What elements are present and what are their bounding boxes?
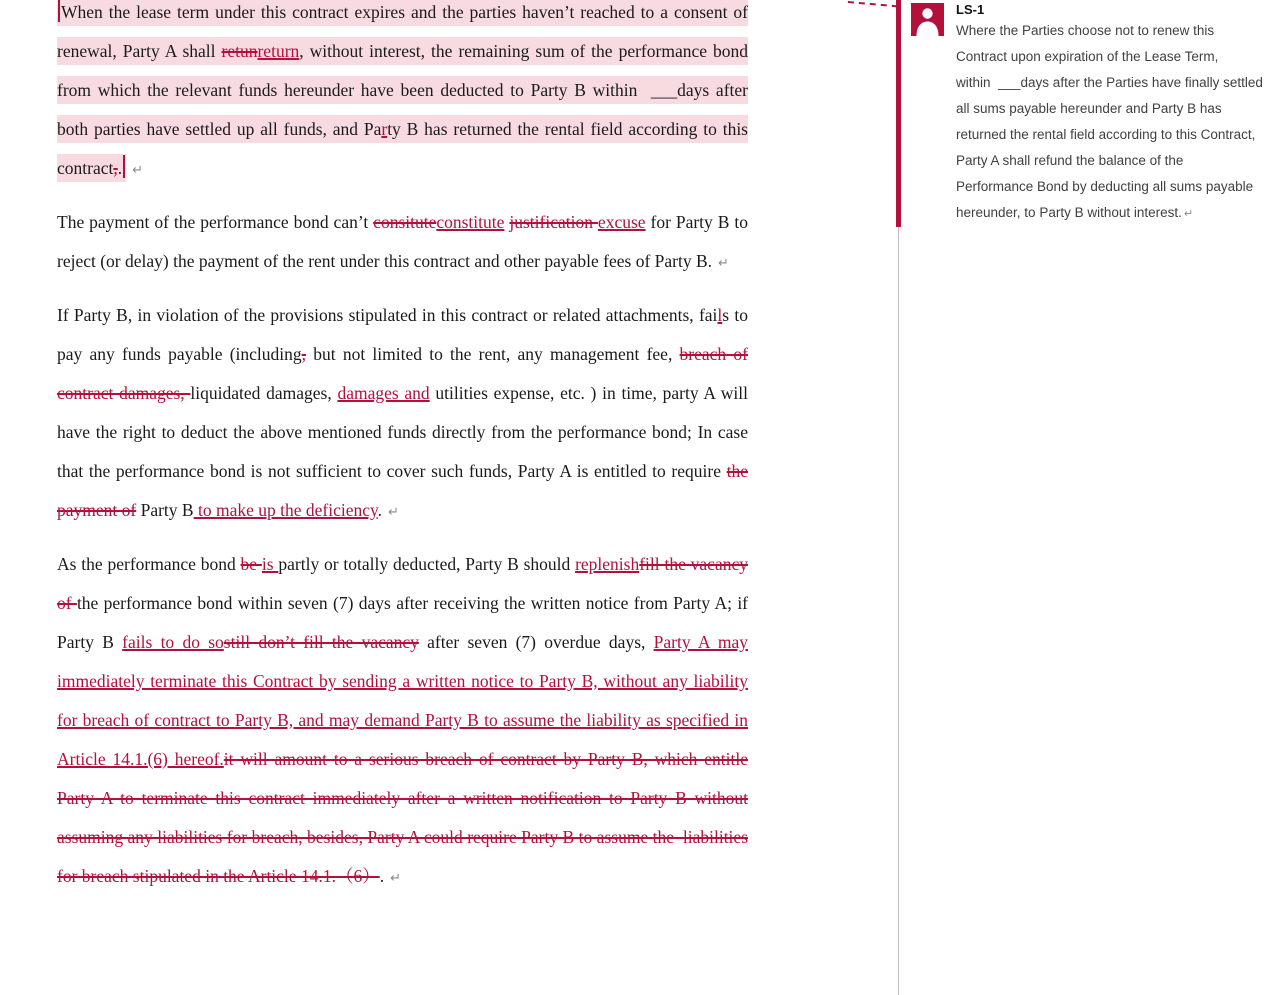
text-run: s to pay any funds payable (including: [57, 305, 748, 364]
document-body[interactable]: [57, 0, 748, 911]
deleted-text: consitute: [373, 212, 437, 232]
text-run: partly or totally deducted, Party B should: [278, 554, 576, 574]
deleted-text: be: [240, 554, 262, 574]
paragraph-mark: ↵: [387, 505, 399, 520]
paragraph-mark: ↵: [390, 871, 401, 886]
comment-text-line: Contract upon expiration of the Lease Term,: [956, 49, 1219, 64]
text-run: but not limited to the rent, any management fee,: [306, 344, 680, 364]
deleted-text: still don’t fill the vacancy: [223, 632, 419, 652]
paragraph-mark: ↵: [718, 256, 729, 271]
paragraph-mark: ↵: [1183, 207, 1194, 220]
inserted-text: l: [717, 305, 723, 325]
inserted-text: constitute: [436, 212, 505, 232]
inserted-text: excuse: [597, 212, 646, 232]
comment-author-label: LS-1: [956, 2, 985, 17]
comment-text-line: within ___days after the Parties have finally settled: [956, 75, 1263, 90]
text-run: utilities expense, etc. ) in time, party A will have the right to deduct the above mentioned funds directly from the performance bond; In case that the performance bond is not sufficient to cover such funds, Party A is entitled to require: [57, 383, 748, 481]
deleted-text: ,: [113, 158, 118, 178]
text-run: The payment of the performance bond can’t: [57, 212, 374, 232]
comment-anchor-bar: [123, 155, 125, 178]
deleted-text: ,: [301, 344, 307, 364]
document-paragraph[interactable]: [57, 296, 748, 532]
text-run: after seven (7) overdue days,: [418, 632, 654, 652]
text-run: , without interest, the remaining sum of the performance bond from which the relevant funds hereunder have been deducted to Party B within ___days after both parties have settled up all funds, and Pa: [57, 41, 749, 139]
document-paragraph[interactable]: [57, 203, 748, 283]
deleted-text: the payment of: [57, 461, 748, 520]
text-run: .: [117, 158, 123, 178]
comment-change-bar: [896, 0, 901, 227]
comment-content: [956, 3, 1263, 227]
text-run: As the performance bond: [57, 554, 241, 574]
inserted-text: return: [257, 41, 300, 61]
text-run: .: [379, 866, 385, 886]
deleted-text: breach of contract damages,: [57, 344, 748, 403]
paragraph-mark: ↵: [132, 163, 144, 178]
comment-connector-line: [848, 1, 898, 7]
inserted-text: replenish: [575, 554, 640, 574]
document-paragraph[interactable]: [57, 545, 748, 898]
inserted-text: to make up the deficiency: [193, 500, 378, 520]
comments-pane-divider: [898, 227, 899, 995]
text-run: .: [377, 500, 382, 520]
comment-text-line: Party A shall refund the balance of the: [956, 153, 1184, 168]
comment-text-line: Performance Bond by deducting all sums payable: [956, 179, 1254, 194]
text-run: When the lease term under this contract expires and the parties haven’t reached to a consent of renewal, Party A shall: [57, 2, 748, 61]
text-run: for Party B to reject (or delay) the payment of the rent under this contract and other payable fees of Party B.: [57, 212, 748, 271]
comment-anchor-bar: [58, 0, 60, 22]
deleted-text: fill the vacancy of: [57, 554, 748, 613]
deleted-text: it will amount to a serious breach of contract by Party B, which entitle Party A to terminate this contract immediately after a written notification to Party B without assuming any liabilities for breach, besides, Party A could require Party B to assume the liabilities for breach stipulated in the Article 14.1.（6）: [57, 749, 748, 886]
person-icon: [911, 3, 944, 36]
text-run: Party B: [136, 500, 194, 520]
inserted-text: r: [381, 119, 388, 139]
inserted-text: is: [261, 554, 279, 574]
comment-text-line: Where the Parties choose not to renew this: [956, 23, 1215, 38]
inserted-text: damages and: [337, 383, 430, 403]
document-paragraph[interactable]: [57, 0, 748, 190]
inserted-text: fails to do so: [122, 632, 224, 652]
text-run: If Party B, in violation of the provisions stipulated in this contract or related attachments, fai: [57, 305, 718, 325]
text-run: ty B has returned the rental field according to this contract: [57, 119, 748, 178]
text-run: liquidated damages,: [190, 383, 338, 403]
comment-text-line: hereunder, to Party B without interest. ↵: [956, 205, 1194, 220]
text-run: the performance bond within seven (7) days after receiving the written notice from Party A; if Party B: [57, 593, 749, 652]
comment-text-line: returned the rental field according to this Contract,: [956, 127, 1256, 142]
deleted-text: justification: [509, 212, 598, 232]
comment-text-line: all sums payable hereunder and Party B has: [956, 101, 1222, 116]
comment-text: [956, 18, 1263, 227]
comment-highlight-range[interactable]: [57, 0, 748, 182]
deleted-text: retun: [221, 41, 258, 61]
comment-card[interactable]: [911, 3, 1263, 227]
inserted-text: Party A may immediately terminate this Contract by sending a written notice to Party B, without any liability for breach of contract to Party B, and may demand Party B to assume the liability as specified in Article 14.1.(6) hereof.: [57, 632, 748, 769]
